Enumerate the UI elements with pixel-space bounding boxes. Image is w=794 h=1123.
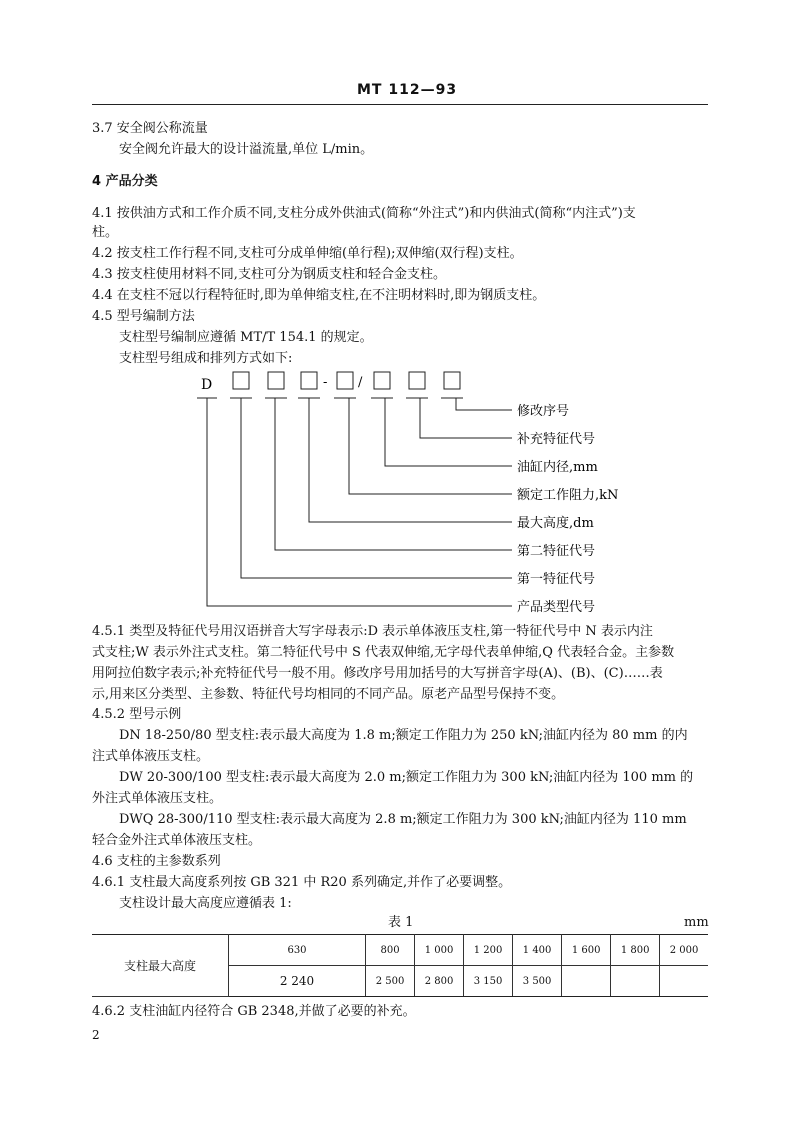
section-4-5-2-heading: 4.5.2 型号示例: [92, 707, 182, 722]
table-cell: [660, 966, 708, 997]
document-code: MT 112—93: [357, 82, 458, 98]
label-revision-number: 修改序号: [517, 404, 570, 419]
table-cell: 1 800: [611, 935, 660, 966]
table-caption: 表 1: [388, 915, 414, 930]
section-4-5-1-line4: 示,用来区分类型、主参数、特征代号均相同的不同产品。原老产品型号保持不变。: [92, 687, 565, 702]
section-4-1-line1: 4.1 按供油方式和工作介质不同,支柱分成外供油式(简称“外注式”)和内供油式(简称“内注式”)支: [92, 206, 636, 221]
table-cell: 1 400: [513, 935, 562, 966]
table-cell: 1 000: [415, 935, 464, 966]
table-cell: [611, 966, 660, 997]
table-unit: mm: [684, 915, 709, 930]
section-4-6-1-line1: 4.6.1 支柱最大高度系列按 GB 321 中 R20 系列确定,并作了必要调整。: [92, 875, 512, 890]
section-4-5-heading: 4.5 型号编制方法: [92, 309, 195, 324]
section-4-6-2: 4.6.2 支柱油缸内径符合 GB 2348,并做了必要的补充。: [92, 1004, 416, 1019]
table-row-label: 支柱最大高度: [92, 935, 229, 997]
diagram-prefix: D: [201, 377, 213, 393]
max-height-table: [92, 934, 708, 997]
section-4-5-1-line2: 式支柱;W 表示外注式支柱。第二特征代号中 S 代表双伸缩,无字母代表单伸缩,Q 代表轻合金。主参数: [92, 645, 675, 660]
table-cell: 2 800: [415, 966, 464, 997]
table-cell: 1 600: [562, 935, 611, 966]
example-3-line2: 轻合金外注式单体液压支柱。: [92, 833, 262, 848]
example-1-line1: DN 18-250/80 型支柱:表示最大高度为 1.8 m;额定工作阻力为 250 kN;油缸内径为 80 mm 的内: [119, 728, 688, 743]
section-4-1-line2: 柱。: [92, 225, 119, 240]
example-2-line1: DW 20-300/100 型支柱:表示最大高度为 2.0 m;额定工作阻力为 300 kN;油缸内径为 100 mm 的: [119, 770, 694, 785]
box-cylinder-bore: [374, 372, 390, 389]
box-rated-resistance: [337, 372, 353, 389]
label-supplementary-code: 补充特征代号: [517, 432, 596, 447]
diagram-slash: /: [358, 375, 363, 390]
page-number: 2: [92, 1028, 100, 1042]
label-first-feature: 第一特征代号: [517, 572, 596, 587]
box-supplementary: [409, 372, 425, 389]
table-row: [92, 935, 708, 966]
table-cell: 2 240: [229, 966, 366, 997]
example-3-line1: DWQ 28-300/110 型支柱:表示最大高度为 2.8 m;额定工作阻力为 300 kN;油缸内径为 110 mm: [119, 812, 687, 827]
section-4-5-1-line1: 4.5.1 类型及特征代号用汉语拼音大写字母表示:D 表示单体液压支柱,第一特征代号中 N 表示内注: [92, 624, 653, 639]
section-4-2: 4.2 按支柱工作行程不同,支柱可分成单伸缩(单行程);双伸缩(双行程)支柱。: [92, 246, 523, 261]
section-4-5-1-line3: 用阿拉伯数字表示;补充特征代号一般不用。修改序号用加括号的大写拼音字母(A)、(B)、(C)……表: [92, 666, 663, 681]
table-cell: 3 150: [464, 966, 513, 997]
label-cylinder-bore: 油缸内径,mm: [517, 460, 598, 475]
example-1-line2: 注式单体液压支柱。: [92, 749, 210, 764]
section-4-6-heading: 4.6 支柱的主参数系列: [92, 854, 221, 869]
section-4-5-p1: 支柱型号编制应遵循 MT/T 154.1 的规定。: [119, 330, 373, 345]
table-cell: 630: [229, 935, 366, 966]
section-4-heading: 4 产品分类: [92, 174, 158, 189]
section-3-7-heading: 3.7 安全阀公称流量: [92, 121, 208, 136]
section-4-3: 4.3 按支柱使用材料不同,支柱可分为钢质支柱和轻合金支柱。: [92, 267, 446, 282]
table-cell: 800: [366, 935, 415, 966]
table-cell: 2 000: [660, 935, 708, 966]
box-second-feature: [268, 372, 284, 389]
box-revision: [444, 372, 460, 389]
section-4-6-1-line2: 支柱设计最大高度应遵循表 1:: [119, 896, 292, 911]
diagram-dash: -: [323, 375, 328, 390]
table-cell: 3 500: [513, 966, 562, 997]
label-rated-resistance: 额定工作阻力,kN: [517, 488, 619, 503]
section-4-5-p2: 支柱型号组成和排列方式如下:: [119, 351, 293, 366]
table-cell: 2 500: [366, 966, 415, 997]
box-max-height: [301, 372, 317, 389]
section-3-7-body: 安全阀允许最大的设计溢流量,单位 L/min。: [119, 142, 374, 157]
table-cell: [562, 966, 611, 997]
label-product-type: 产品类型代号: [517, 600, 596, 615]
label-second-feature: 第二特征代号: [517, 544, 596, 559]
table-cell: 1 200: [464, 935, 513, 966]
label-max-height: 最大高度,dm: [517, 516, 594, 531]
box-first-feature: [233, 372, 249, 389]
example-2-line2: 外注式单体液压支柱。: [92, 791, 223, 806]
section-4-4: 4.4 在支柱不冠以行程特征时,即为单伸缩支柱,在不注明材料时,即为钢质支柱。: [92, 288, 546, 303]
